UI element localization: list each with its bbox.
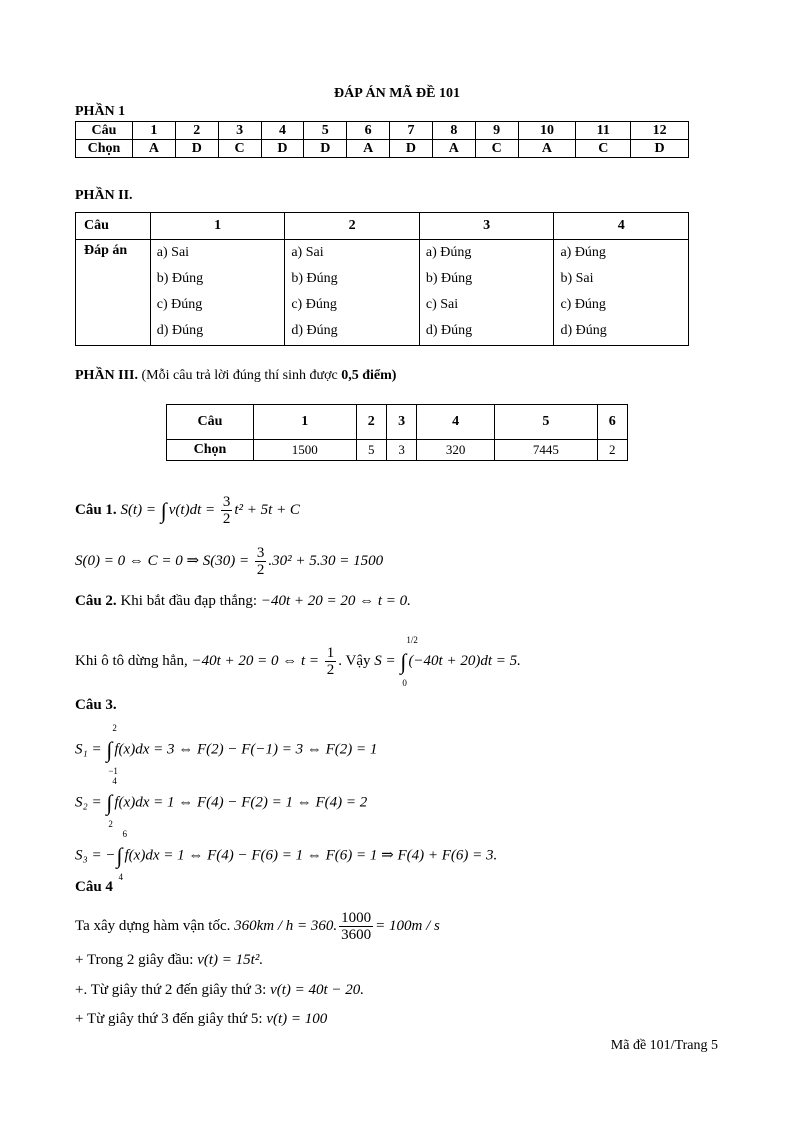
part3-q: 2 bbox=[356, 405, 386, 440]
part1-a: D bbox=[390, 140, 433, 158]
q1-line2-frac-den: 2 bbox=[256, 562, 265, 578]
q3-s1-b: f(x)dx = 3 ⇔ F(2) − F(−1) = 3 ⇔ F(2) = 1 bbox=[114, 741, 378, 758]
part2-title: PHẦN II. bbox=[75, 188, 133, 203]
part3-a: 7445 bbox=[495, 440, 598, 461]
part1-table bbox=[75, 121, 689, 158]
q1-math-c: t² + 5t + C bbox=[234, 501, 300, 518]
q4-line1-text: Ta xây dựng hàm vận tốc. bbox=[75, 917, 231, 934]
q2-line2-math-b1: S = bbox=[374, 652, 396, 669]
part1-q: 5 bbox=[304, 122, 347, 140]
part3-title-label: PHẦN III. bbox=[75, 368, 139, 383]
q3-s1-lower: −1 bbox=[108, 766, 118, 776]
q1-frac-num: 3 bbox=[222, 494, 231, 510]
part1-answer-row bbox=[76, 140, 689, 158]
part3-a: 3 bbox=[386, 440, 416, 461]
part2-table bbox=[75, 212, 689, 346]
q4-line3 bbox=[75, 982, 364, 999]
q4-line3-text: +. Từ giây thứ 2 đến giây thứ 3: bbox=[75, 982, 267, 998]
q4-label: Câu 4 bbox=[75, 879, 113, 895]
part1-title: PHẦN 1 bbox=[75, 104, 126, 119]
q3-s2-lower: 2 bbox=[108, 819, 113, 829]
integral-icon: ∫ bbox=[160, 497, 167, 523]
q1-line2-frac-num: 3 bbox=[256, 545, 265, 561]
part2-answer-label: Đáp án bbox=[76, 240, 151, 346]
q4-title bbox=[75, 879, 113, 896]
part3-q: 3 bbox=[386, 405, 416, 440]
part3-table bbox=[166, 404, 628, 461]
part1-q: 1 bbox=[133, 122, 176, 140]
part2-answer-item: b) Đúng bbox=[291, 271, 338, 286]
q1-math-a: S(t) = bbox=[120, 501, 156, 518]
part2-answer-cell bbox=[419, 240, 554, 346]
q3-s3-a: S₃ = − bbox=[75, 847, 116, 864]
part1-a: A bbox=[133, 140, 176, 158]
q2-line1 bbox=[75, 593, 411, 610]
q2-int-upper: 1/2 bbox=[406, 634, 418, 645]
part3-note-bold: 0,5 điểm bbox=[341, 368, 392, 383]
q1-label: Câu 1. bbox=[75, 501, 117, 518]
q3-label: Câu 3. bbox=[75, 697, 117, 713]
q3-s2-upper: 4 bbox=[112, 776, 117, 786]
part2-answer-item: c) Đúng bbox=[156, 297, 203, 312]
part2-answer-item: d) Đúng bbox=[425, 323, 473, 338]
part2-answer-cell bbox=[150, 240, 285, 346]
part1-a: A bbox=[347, 140, 390, 158]
q4-line1-math-a: 360km / h = 360. bbox=[234, 917, 338, 934]
part1-a: C bbox=[576, 140, 631, 158]
part3-note-close: ) bbox=[391, 368, 397, 383]
part2-answer-row bbox=[76, 240, 689, 346]
part2-q-num: 2 bbox=[285, 213, 420, 240]
q4-frac-num: 1000 bbox=[341, 910, 372, 926]
q4-line2-math: v(t) = 15t². bbox=[197, 952, 264, 968]
part1-a: D bbox=[304, 140, 347, 158]
q4-line4-text: + Từ giây thứ 3 đến giây thứ 5: bbox=[75, 1011, 263, 1027]
part2-answer-item: d) Đúng bbox=[156, 323, 204, 338]
q1-math-b: v(t)dt = bbox=[168, 501, 216, 518]
part1-q: 9 bbox=[475, 122, 518, 140]
part2-answer-item: d) Đúng bbox=[560, 323, 607, 338]
part1-a: C bbox=[475, 140, 518, 158]
q3-s3-b: f(x)dx = 1 ⇔ F(4) − F(6) = 1 ⇔ F(6) = 1 ⇒ F(4) + F(6) = 3. bbox=[124, 847, 498, 864]
q3-s1-upper: 2 bbox=[112, 723, 117, 733]
q1-line2-a: S(0) = 0 ⇔ C = 0 ⇒ S(30) = bbox=[75, 552, 250, 569]
part3-a: 2 bbox=[597, 440, 627, 461]
part1-q: 12 bbox=[631, 122, 689, 140]
integral-icon: ∫ 2 −1 bbox=[106, 723, 118, 776]
part1-question-row bbox=[76, 122, 689, 140]
q1-fraction bbox=[221, 494, 233, 527]
integral-icon: ∫ 4 2 bbox=[106, 776, 117, 829]
q2-line2-math-a: −40t + 20 = 0 ⇔ t = bbox=[191, 652, 320, 669]
part3-row-label-a: Chọn bbox=[167, 440, 254, 461]
part2-answer-item: a) Sai bbox=[156, 245, 190, 260]
q4-line4 bbox=[75, 1011, 327, 1028]
part1-a: C bbox=[218, 140, 261, 158]
part2-answer-item: d) Đúng bbox=[291, 323, 338, 338]
q4-fraction bbox=[339, 910, 373, 943]
part3-q: 5 bbox=[495, 405, 598, 440]
part1-q: 11 bbox=[576, 122, 631, 140]
part2-answer-item: c) Đúng bbox=[291, 297, 337, 312]
part1-q: 3 bbox=[218, 122, 261, 140]
part1-a: D bbox=[261, 140, 304, 158]
q4-line1 bbox=[75, 910, 440, 943]
part3-q: 4 bbox=[417, 405, 495, 440]
page-title: ĐÁP ÁN MÃ ĐỀ 101 bbox=[334, 86, 460, 101]
q2-line2-math-b2: (−40t + 20)dt = 5. bbox=[408, 652, 521, 669]
part1-q: 4 bbox=[261, 122, 304, 140]
q2-frac-den: 2 bbox=[326, 662, 335, 678]
q2-line1-math: −40t + 20 = 20 ⇔ t = 0. bbox=[260, 593, 411, 609]
part2-header-row bbox=[76, 213, 689, 240]
part3-q: 6 bbox=[597, 405, 627, 440]
integral-icon: ∫ 6 4 bbox=[116, 829, 127, 882]
q3-s3-lower: 4 bbox=[118, 872, 123, 882]
part1-row-label-q: Câu bbox=[76, 122, 133, 140]
part3-a: 5 bbox=[356, 440, 386, 461]
part2-q-num: 3 bbox=[419, 213, 554, 240]
part1-a: A bbox=[432, 140, 475, 158]
q3-s2-a: S₂ = bbox=[75, 794, 102, 811]
q2-int-lower: 0 bbox=[402, 677, 407, 688]
part2-q-num: 1 bbox=[150, 213, 285, 240]
part1-q: 10 bbox=[518, 122, 576, 140]
part1-a: D bbox=[175, 140, 218, 158]
part2-answer-item: c) Sai bbox=[425, 297, 459, 312]
q1-line2-b: .30² + 5.30 = 1500 bbox=[268, 552, 384, 569]
part1-row-label-a: Chọn bbox=[76, 140, 133, 158]
part3-q: 1 bbox=[254, 405, 357, 440]
q1-line2 bbox=[75, 545, 383, 578]
q4-line2-text: + Trong 2 giây đầu: bbox=[75, 952, 194, 968]
q3-s3 bbox=[75, 829, 498, 882]
part2-answer-item: a) Sai bbox=[291, 245, 324, 260]
q4-line2 bbox=[75, 952, 263, 969]
part1-q: 6 bbox=[347, 122, 390, 140]
q1-frac-den: 2 bbox=[222, 511, 231, 527]
part3-question-row bbox=[167, 405, 628, 440]
part2-header-label: Câu bbox=[76, 213, 151, 240]
part2-answer-cell bbox=[285, 240, 420, 346]
q3-s1-a: S₁ = bbox=[75, 741, 102, 758]
part1-q: 2 bbox=[175, 122, 218, 140]
part2-answer-item: a) Đúng bbox=[560, 245, 606, 260]
part3-a: 1500 bbox=[254, 440, 357, 461]
q4-line4-math: v(t) = 100 bbox=[266, 1011, 328, 1027]
q2-line1-text: Khi bắt đầu đạp thắng: bbox=[120, 593, 258, 609]
q2-line2-text-b: . Vậy bbox=[338, 652, 371, 669]
q2-line2-text: Khi ô tô dừng hẳn, bbox=[75, 652, 188, 669]
q2-label: Câu 2. bbox=[75, 593, 117, 609]
q3-s2 bbox=[75, 776, 368, 829]
part3-note-open: (Mỗi câu trả lời đúng thí sinh được bbox=[141, 368, 338, 383]
part2-answer-item: a) Đúng bbox=[425, 245, 472, 260]
part3-title bbox=[75, 368, 396, 384]
part2-answer-item: b) Đúng bbox=[425, 271, 473, 286]
q4-line3-math: v(t) = 40t − 20. bbox=[270, 982, 365, 998]
q4-line1-math-b: = 100m / s bbox=[375, 917, 440, 934]
q3-s2-b: f(x)dx = 1 ⇔ F(4) − F(2) = 1 ⇔ F(4) = 2 bbox=[114, 794, 368, 811]
page-footer: Mã đề 101/Trang 5 bbox=[610, 1038, 718, 1053]
part1-q: 7 bbox=[390, 122, 433, 140]
q1-line2-fraction bbox=[255, 545, 267, 578]
part2-answer-item: b) Sai bbox=[560, 271, 594, 286]
q3-s3-upper: 6 bbox=[122, 829, 127, 839]
part1-a: D bbox=[631, 140, 689, 158]
part2-answer-cell bbox=[554, 240, 689, 346]
part3-a: 320 bbox=[417, 440, 495, 461]
q3-title bbox=[75, 697, 117, 714]
integral-icon: ∫ 1/2 0 bbox=[400, 634, 418, 688]
q1-line1 bbox=[75, 494, 300, 527]
part1-q: 8 bbox=[432, 122, 475, 140]
q2-line2 bbox=[75, 634, 521, 688]
part2-answer-item: b) Đúng bbox=[156, 271, 204, 286]
part2-answer-item: c) Đúng bbox=[560, 297, 606, 312]
part3-row-label-q: Câu bbox=[167, 405, 254, 440]
q2-fraction bbox=[325, 645, 337, 678]
part1-a: A bbox=[518, 140, 576, 158]
part2-q-num: 4 bbox=[554, 213, 689, 240]
q3-s1 bbox=[75, 723, 378, 776]
q2-frac-num: 1 bbox=[326, 645, 335, 661]
part3-answer-row bbox=[167, 440, 628, 461]
q4-frac-den: 3600 bbox=[341, 927, 372, 943]
